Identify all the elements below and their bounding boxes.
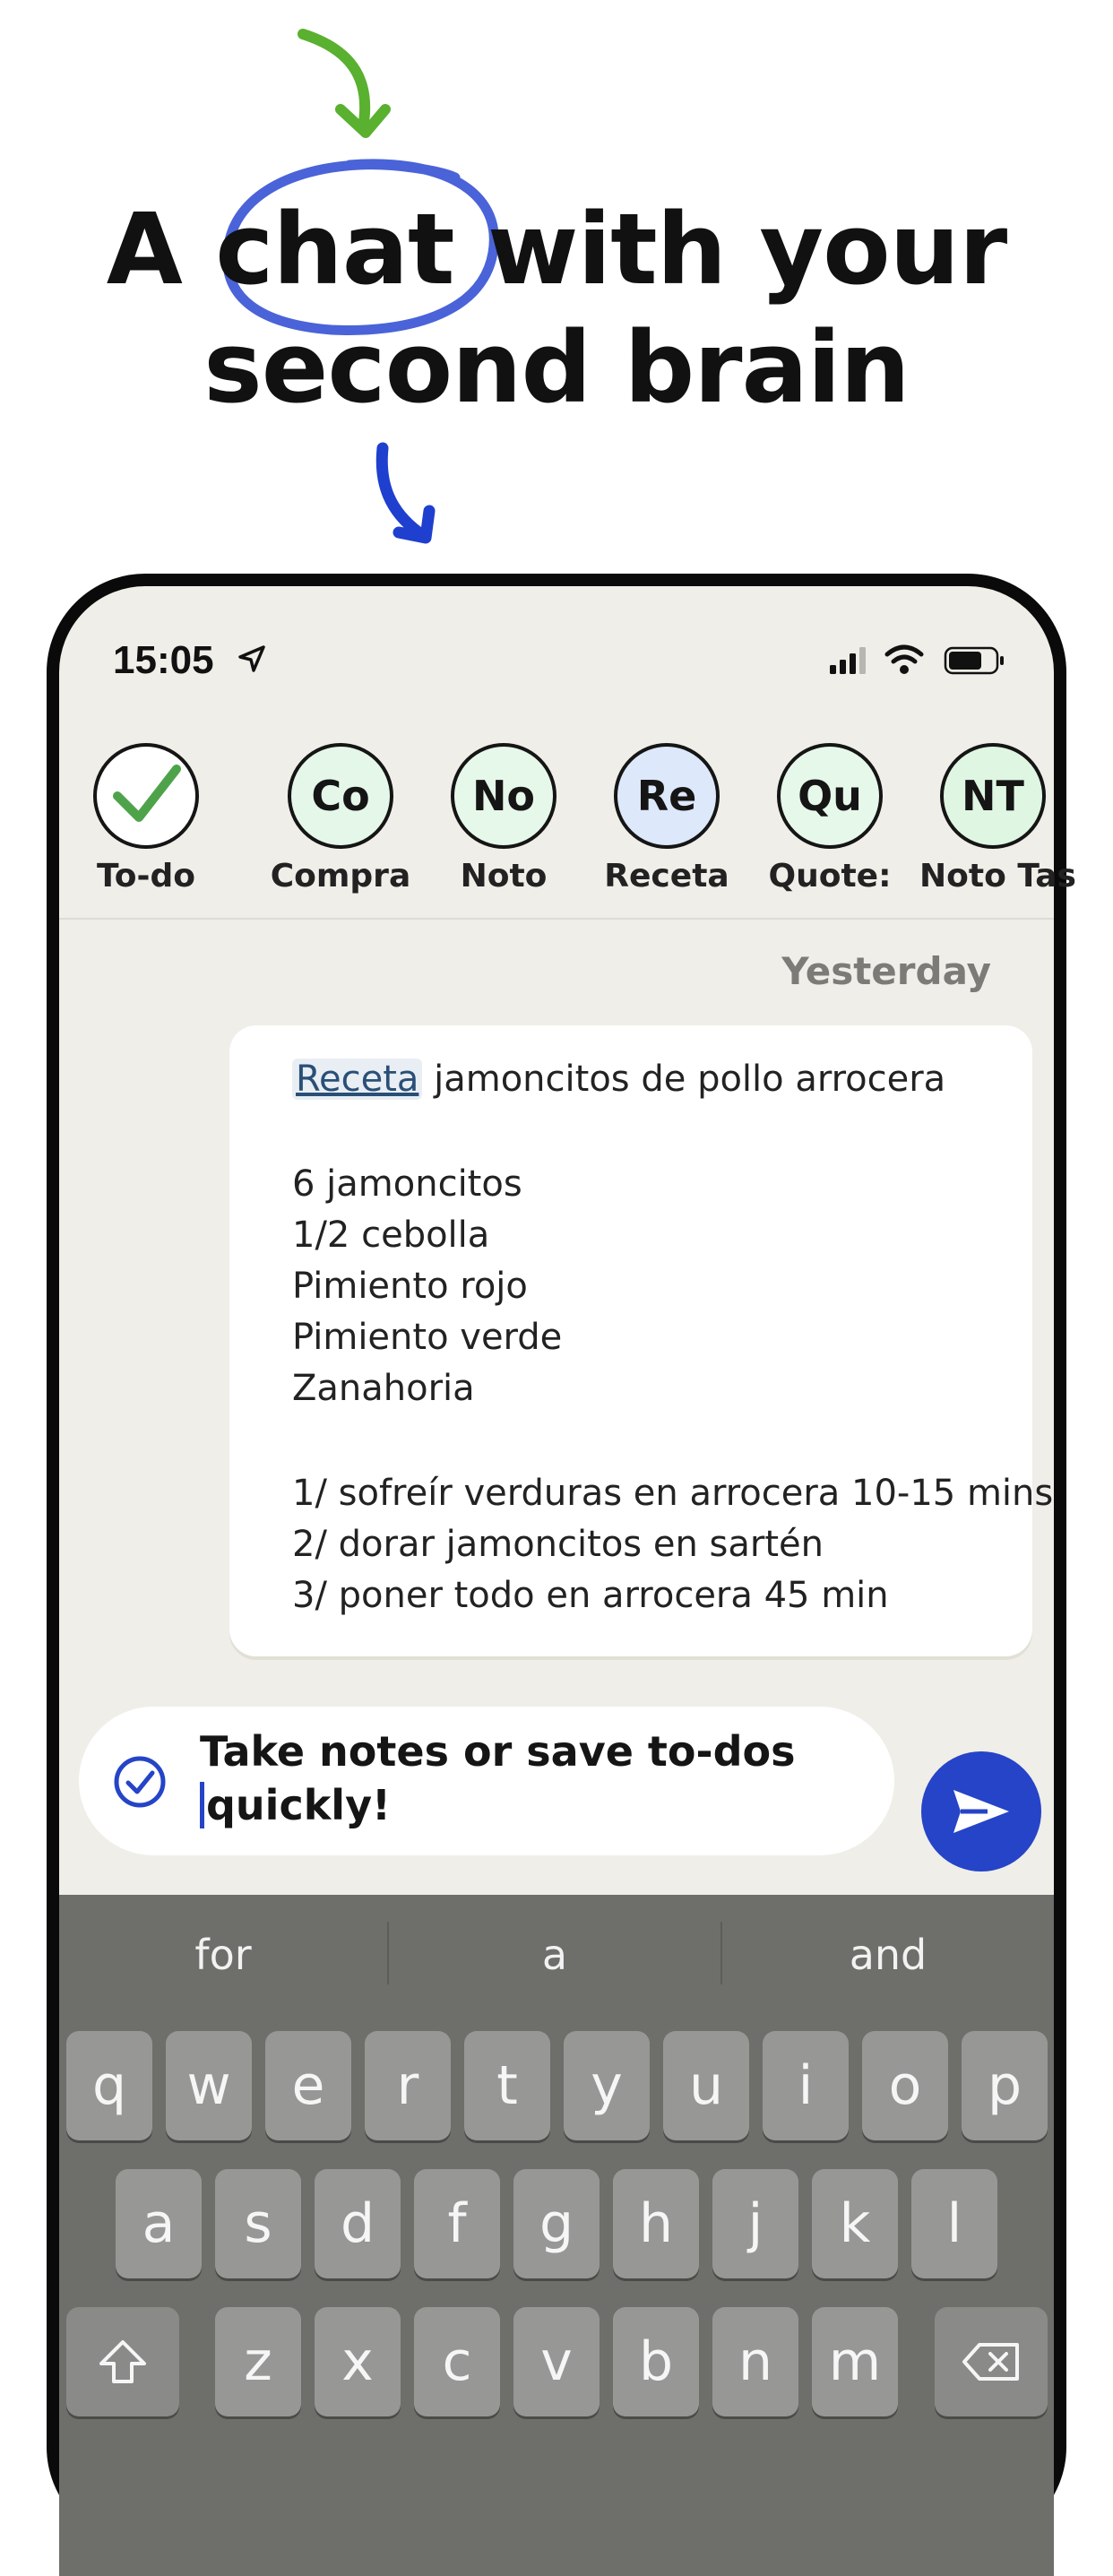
step-line: 2/ dorar jamoncitos en sartén (292, 1524, 824, 1565)
headline-line-1: A chat with your (106, 192, 1007, 307)
step-line: 1/ sofreír verduras en arrocera 10-15 mins (292, 1473, 1054, 1514)
status-bar (59, 586, 1054, 721)
message-title-text: jamoncitos de pollo arrocera (422, 1059, 946, 1100)
key-z[interactable]: z (215, 2307, 301, 2416)
shortcut-label: Noto (460, 858, 548, 895)
key-u[interactable]: u (663, 2031, 749, 2140)
green-arrow-icon (285, 22, 401, 147)
key-d[interactable]: d (315, 2169, 401, 2278)
shortcut-label: Receta (604, 858, 729, 895)
key-g[interactable]: g (513, 2169, 600, 2278)
key-b[interactable]: b (613, 2307, 699, 2416)
ingredient-line: Pimiento rojo (292, 1266, 528, 1307)
shortcut-bar (59, 743, 1076, 922)
key-f[interactable]: f (414, 2169, 500, 2278)
key-y[interactable]: y (564, 2031, 650, 2140)
todo-toggle-icon[interactable] (113, 1755, 167, 1809)
input-line-2: quickly! (206, 1781, 392, 1829)
ingredient-line: Pimiento verde (292, 1317, 563, 1358)
ingredient-line: 1/2 cebolla (292, 1215, 490, 1256)
shortcut-avatar: Re (614, 743, 720, 849)
message-bubble[interactable] (229, 1025, 1054, 1656)
key-h[interactable]: h (613, 2169, 699, 2278)
date-separator: Yesterday (781, 949, 991, 993)
location-arrow-icon (237, 644, 267, 674)
cellular-signal-icon (830, 647, 866, 674)
shortcut-avatar: Qu (777, 743, 883, 849)
send-icon (952, 1786, 1011, 1837)
shortcut-compra[interactable] (251, 743, 430, 895)
key-a[interactable]: a (116, 2169, 202, 2278)
shortcut-label: Compra (270, 858, 411, 895)
key-r[interactable]: r (365, 2031, 451, 2140)
key-p[interactable]: p (962, 2031, 1048, 2140)
divider (59, 918, 1054, 920)
key-q[interactable]: q (66, 2031, 152, 2140)
ingredient-line: 6 jamoncitos (292, 1163, 522, 1205)
shortcut-noto-tas[interactable] (903, 743, 1083, 895)
key-l[interactable]: l (911, 2169, 997, 2278)
backspace-icon (962, 2341, 1021, 2382)
shortcut-label: To-do (97, 858, 195, 895)
phone-frame (47, 574, 1076, 2546)
backspace-key[interactable] (935, 2307, 1048, 2416)
headline-line-2: second brain (203, 310, 910, 425)
key-o[interactable]: o (862, 2031, 948, 2140)
shortcut-quote[interactable] (740, 743, 919, 895)
send-button[interactable] (921, 1751, 1041, 1871)
shortcut-label: Quote: (768, 858, 892, 895)
key-m[interactable]: m (812, 2307, 898, 2416)
tag-link[interactable]: Receta (292, 1059, 422, 1100)
key-c[interactable]: c (414, 2307, 500, 2416)
key-s[interactable]: s (215, 2169, 301, 2278)
key-t[interactable]: t (464, 2031, 550, 2140)
shift-icon (98, 2338, 148, 2385)
key-e[interactable]: e (265, 2031, 351, 2140)
headline (0, 190, 1113, 427)
shortcut-todo[interactable] (56, 743, 236, 895)
key-j[interactable]: j (712, 2169, 798, 2278)
message-title (292, 1054, 997, 1105)
key-v[interactable]: v (513, 2307, 600, 2416)
shift-key[interactable] (66, 2307, 179, 2416)
key-i[interactable]: i (763, 2031, 849, 2140)
shortcut-noto[interactable] (414, 743, 593, 895)
input-text (200, 1725, 863, 1832)
keyboard (59, 1895, 1054, 2576)
step-line: 3/ poner todo en arrocera 45 min (292, 1575, 889, 1616)
key-k[interactable]: k (812, 2169, 898, 2278)
shortcut-receta[interactable] (577, 743, 756, 895)
shortcut-avatar: Co (288, 743, 393, 849)
wifi-icon (887, 647, 921, 674)
text-caret (200, 1782, 204, 1828)
shortcut-avatar: NT (940, 743, 1046, 849)
suggestion-for[interactable]: for (194, 1931, 252, 1979)
suggestion-a[interactable]: a (541, 1931, 568, 1979)
shortcut-label: Noto Tas (919, 858, 1076, 895)
suggestion-and[interactable]: and (849, 1931, 928, 1979)
checkmark-icon (93, 743, 199, 849)
key-n[interactable]: n (712, 2307, 798, 2416)
message-input[interactable] (79, 1707, 894, 1855)
blue-arrow-icon (363, 439, 462, 547)
input-line-1: Take notes or save to-dos (200, 1727, 796, 1776)
battery-icon (945, 648, 1004, 673)
status-time: 15:05 (113, 638, 214, 682)
key-w[interactable]: w (166, 2031, 252, 2140)
shortcut-avatar: No (451, 743, 556, 849)
status-icons (830, 642, 1009, 678)
key-x[interactable]: x (315, 2307, 401, 2416)
ingredient-line: Zanahoria (292, 1368, 475, 1409)
